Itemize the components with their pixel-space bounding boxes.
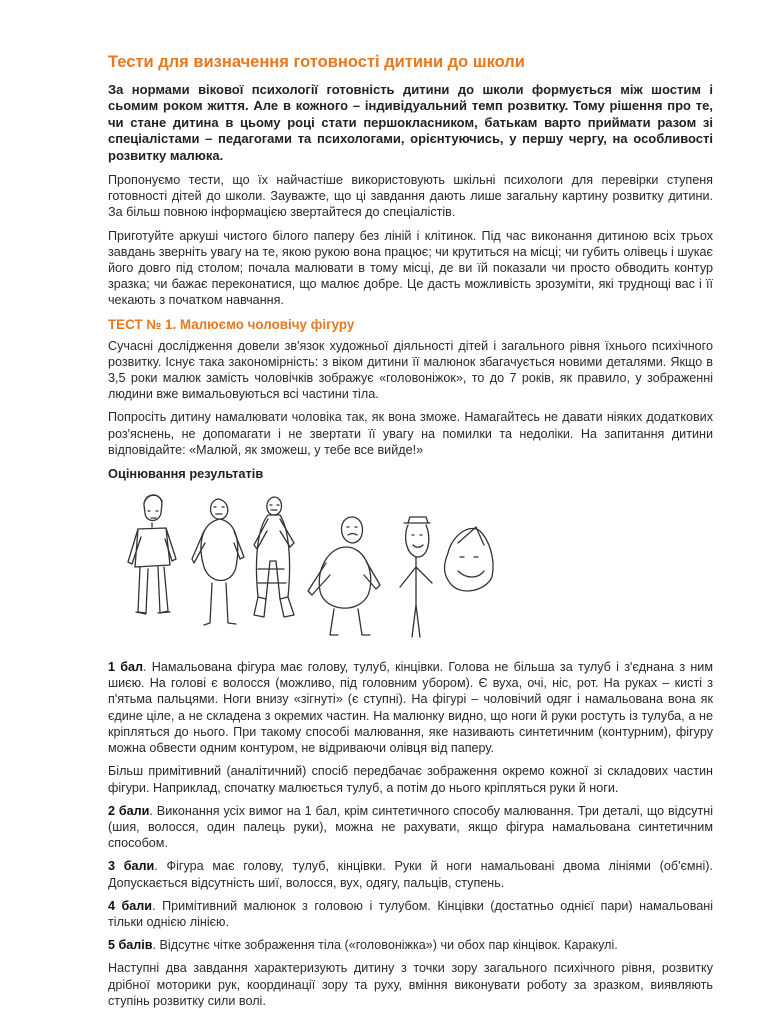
score-3-paragraph [108, 858, 713, 890]
figure-drawing-4 [308, 517, 380, 635]
closing-paragraph: Наступні два завдання характеризують дитину з точки зору загального психічного рівня, розвитку дрібної моторики рук, координації зору та руху, вміння виконувати роботу за зразком, виявляють ступінь розвитку сили волі. [108, 961, 713, 1008]
score-label: 1 бал [108, 660, 144, 675]
score-2-paragraph [108, 803, 713, 852]
article [108, 52, 713, 1016]
score-label: 5 балів [108, 938, 153, 953]
score-1-paragraph [108, 659, 713, 756]
intro-paragraph: Пропонуємо тести, що їх найчастіше використовують шкільні психологи для перевірки ступеня готовності дітей до школи. Зауважте, що ці завдання дають лише загальну картину розвитку дитини. За більш повною інформацією звертайтеся до спеціалістів. [108, 173, 713, 220]
score-text: . Виконання усіх вимог на 1 бал, крім синтетичного способу малювання. Три деталі, що відсутні (шия, волосся, один палець руки), можна не рахувати, якщо фігура намальована синтетичним способом. [108, 803, 713, 851]
score-5-paragraph [108, 937, 713, 953]
score-label: 4 бали [108, 898, 153, 913]
score-text: . Примітивний малюнок з головою і тулубом. Кінцівки (достатньо однієї пари) намальовані тільки однією лінією. [108, 898, 713, 929]
figure-drawing-3 [254, 497, 294, 617]
figure-drawing-2 [192, 499, 244, 625]
score-text: . Відсутнє чітке зображення тіла («головоніжка») чи обох пар кінцівок. Каракулі. [152, 938, 618, 953]
score-label: 3 бали [108, 859, 155, 874]
intro-paragraph: Приготуйте аркуші чистого білого паперу без ліній і клітинок. Під час виконання дитиною всіх трьох завдань зверніть увагу на те, якою рукою вона працює; чи крутиться на місці; чи губить олівець і шукає його довго під столом; почала малювати в тому місці, де ви їй показали чи просто обводить контур зразка; чи бажає переконатися, що малює добре. Це дасть можливість зрозуміти, які труднощі вас і її чекають з початком навчання. [108, 228, 713, 308]
score-text: . Намальована фігура має голову, тулуб, кінцівки. Голова не більша за тулуб і з'єднана з ним шиєю. На голові є волосся (можливо, під головним убором). Є вуха, очі, ніс, рот. На руках – кисті з п'ятьма пальцями. Ноги внизу «зігнуті» (є ступні). На фігурі – чоловічий одяг і намальована вона як єдине ціле, а не складена з окремих частин. На малюнку видно, що ноги й руки ростуть із тулуба, а не кріпляться до нього. При такому способі малювання, яке називають синтетичним (контурним), фігуру можна обвести одним контуром, не відриваючи олівця від паперу. [108, 660, 713, 756]
children-drawings-illustration [108, 487, 498, 647]
score-4-paragraph [108, 898, 713, 930]
figure-drawing-1 [128, 495, 176, 614]
test1-paragraph: Попросіть дитину намалювати чоловіка так, як вона зможе. Намагайтесь не давати ніяких додаткових роз'яснень, не допомагати і не звертати її увагу на помилки та недоліки. На запитання дитини відповідайте: «Малюй, як зможеш, у тебе все вийде!» [108, 410, 713, 457]
score-text: Більш примітивний (аналітичний) спосіб передбачає зображення окремо кожної зі складових частин фігури. Наприклад, спочатку малюється тулуб, а потім до нього кріпляться руки й ноги. [108, 764, 713, 795]
lead-paragraph: За нормами вікової психології готовність дитини до школи формується між шостим і сьомим роком життя. Але в кожного – індивідуальний темп розвитку. Тому рішення про те, чи стане дитина в цьому році стати першокласником, батькам варто приймати разом зі спеціалістами – педагогами та психологами, орієнтуючись, у першу чергу, на особливості розвитку малюка. [108, 82, 713, 163]
evaluation-heading: Оцінювання результатів [108, 466, 264, 482]
test1-paragraph: Сучасні дослідження довели зв'язок художньої діяльності дітей і загального рівня їхнього психічного розвитку. Існує така закономірність: з віком дитини її малюнок збагачується новими деталями. Якщо в 3,5 роки малюк замість чоловічків зображує «головоніжок», то до 7 років, як правило, у зображенні людини вже вимальовуються всі частини тіла. [108, 338, 713, 402]
figure-drawing-6 [445, 527, 494, 591]
analytic-method-paragraph [108, 763, 713, 795]
score-label: 2 бали [108, 803, 150, 818]
score-text: . Фігура має голову, тулуб, кінцівки. Руки й ноги намальовані двома лініями (об'ємні). Допускається відсутність шиї, волосся, вух, одягу, пальців, ступень. [108, 859, 714, 890]
figure-drawing-5 [400, 517, 432, 637]
test1-heading: ТЕСТ № 1. Малюємо чоловічу фігуру [108, 316, 355, 332]
page-title: Тести для визначення готовності дитини до школи [108, 53, 525, 71]
